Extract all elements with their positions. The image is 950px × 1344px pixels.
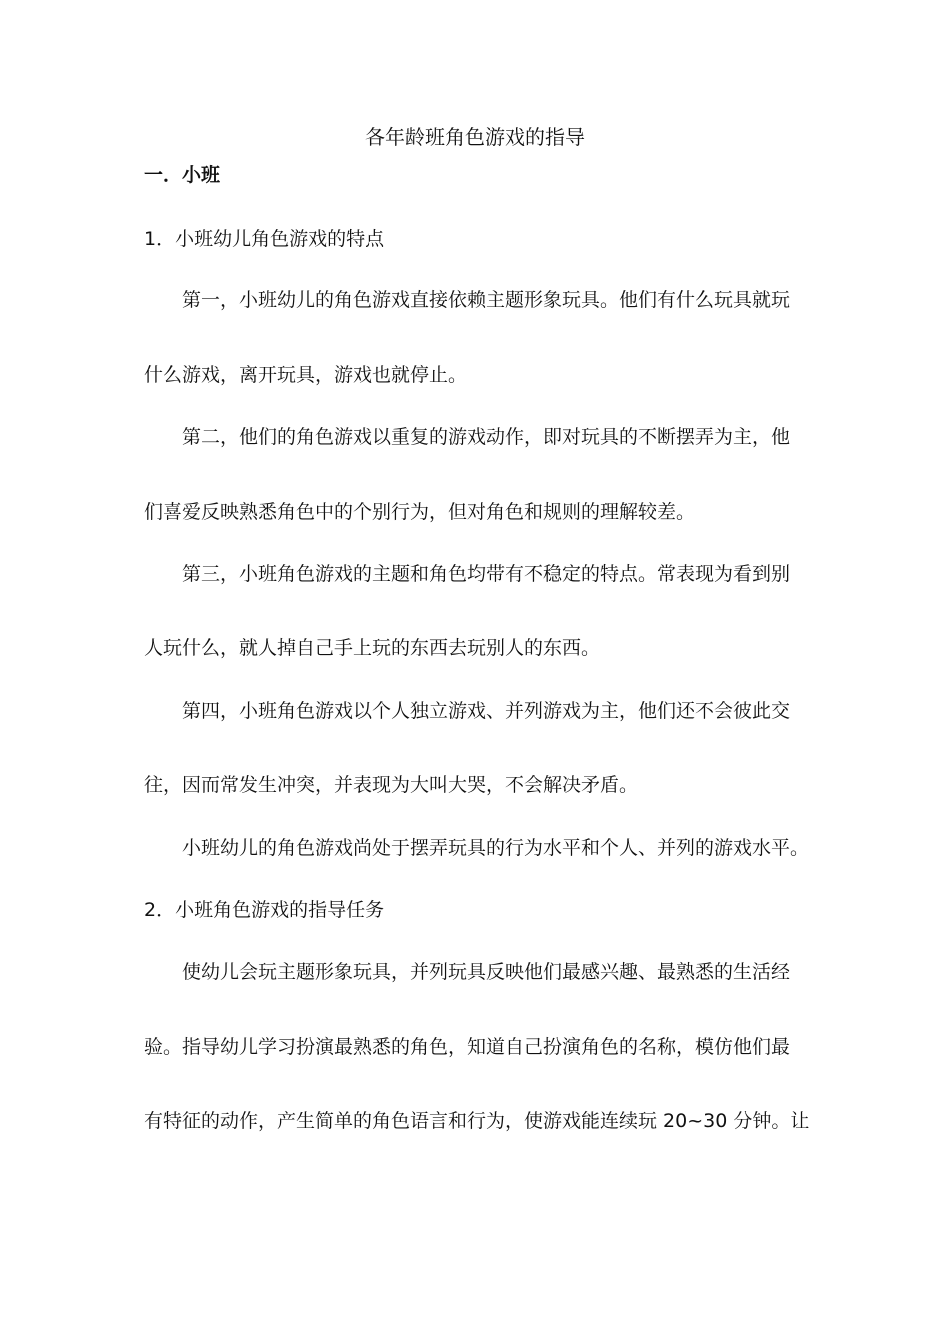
paragraph-line: 什么游戏，离开玩具，游戏也就停止。	[144, 364, 468, 386]
paragraph-line: 使幼儿会玩主题形象玩具，并列玩具反映他们最感兴趣、最熟悉的生活经	[182, 961, 791, 983]
paragraph-line: 第一，小班幼儿的角色游戏直接依赖主题形象玩具。他们有什么玩具就玩	[182, 289, 791, 311]
subheading-characteristics: 1．小班幼儿角色游戏的特点	[144, 228, 385, 250]
paragraph-line: 验。指导幼儿学习扮演最熟悉的角色，知道自己扮演角色的名称，模仿他们最	[144, 1036, 791, 1058]
paragraph-line: 们喜爱反映熟悉角色中的个别行为，但对角色和规则的理解较差。	[144, 501, 696, 523]
section-heading: 一．小班	[144, 164, 221, 186]
paragraph-line: 第四，小班角色游戏以个人独立游戏、并列游戏为主，他们还不会彼此交	[182, 700, 791, 722]
summary-line: 小班幼儿的角色游戏尚处于摆弄玩具的行为水平和个人、并列的游戏水平。	[182, 837, 810, 859]
paragraph-line: 人玩什么，就人掉自己手上玩的东西去玩别人的东西。	[144, 637, 601, 659]
page-title: 各年龄班角色游戏的指导	[365, 125, 585, 149]
paragraph-line: 第三，小班角色游戏的主题和角色均带有不稳定的特点。常表现为看到别	[182, 563, 791, 585]
subheading-tasks: 2．小班角色游戏的指导任务	[144, 899, 385, 921]
paragraph-line: 第二，他们的角色游戏以重复的游戏动作，即对玩具的不断摆弄为主，他	[182, 426, 791, 448]
paragraph-line: 有特征的动作，产生简单的角色语言和行为，使游戏能连续玩 20~30 分钟。让	[144, 1110, 810, 1132]
paragraph-line: 往，因而常发生冲突，并表现为大叫大哭，不会解决矛盾。	[144, 774, 639, 796]
